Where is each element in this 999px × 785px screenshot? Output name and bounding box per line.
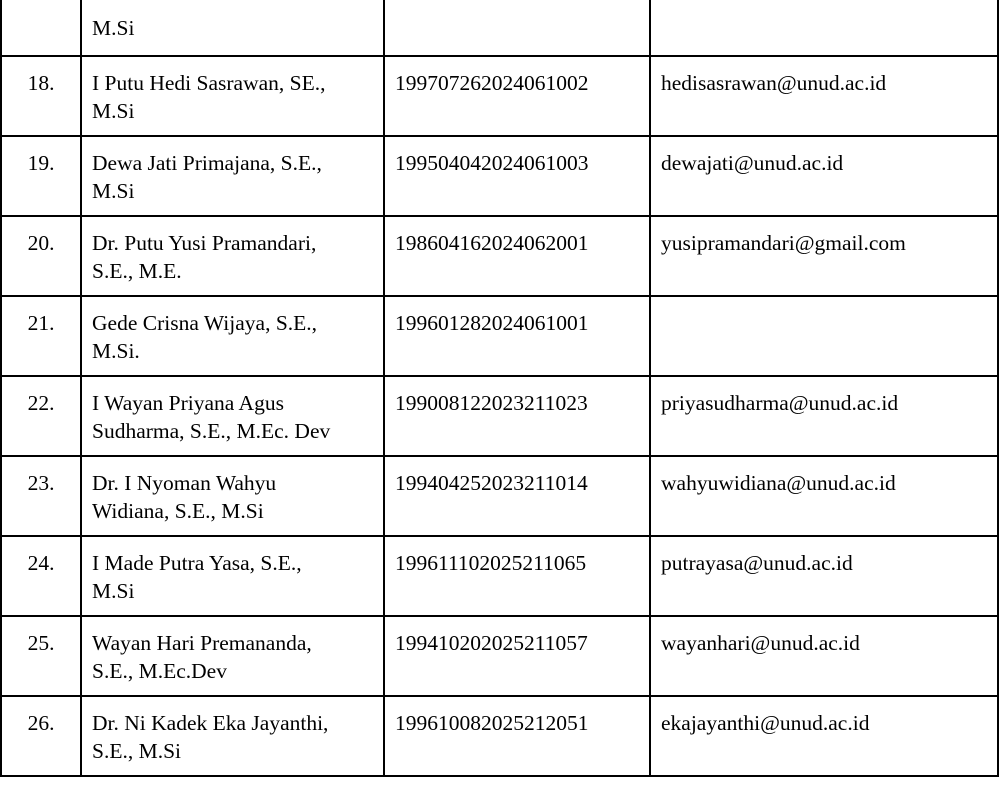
nip-cell: 199008122023211023 bbox=[384, 376, 650, 456]
table-row bbox=[1, 216, 998, 296]
email-cell: priyasudharma@unud.ac.id bbox=[650, 376, 998, 456]
email-cell: hedisasrawan@unud.ac.id bbox=[650, 56, 998, 136]
nip-cell: 199707262024061002 bbox=[384, 56, 650, 136]
nip-cell: 199611102025211065 bbox=[384, 536, 650, 616]
row-number-cell: 22. bbox=[1, 376, 81, 456]
email-cell: ekajayanthi@unud.ac.id bbox=[650, 696, 998, 776]
email-cell: putrayasa@unud.ac.id bbox=[650, 536, 998, 616]
row-number-cell: 21. bbox=[1, 296, 81, 376]
name-cell: I Made Putra Yasa, S.E., M.Si bbox=[81, 536, 384, 616]
row-number-cell: 26. bbox=[1, 696, 81, 776]
nip-cell: 199404252023211014 bbox=[384, 456, 650, 536]
name-cell: Wayan Hari Premananda, S.E., M.Ec.Dev bbox=[81, 616, 384, 696]
table-row bbox=[1, 0, 998, 56]
row-number-cell bbox=[1, 0, 81, 56]
row-number-cell: 25. bbox=[1, 616, 81, 696]
email-cell: wayanhari@unud.ac.id bbox=[650, 616, 998, 696]
name-cell: I Wayan Priyana Agus Sudharma, S.E., M.Ec. Dev bbox=[81, 376, 384, 456]
staff-table-body bbox=[1, 0, 998, 776]
table-row bbox=[1, 456, 998, 536]
nip-cell: 198604162024062001 bbox=[384, 216, 650, 296]
table-row bbox=[1, 616, 998, 696]
name-cell: Gede Crisna Wijaya, S.E., M.Si. bbox=[81, 296, 384, 376]
row-number-cell: 20. bbox=[1, 216, 81, 296]
email-cell bbox=[650, 0, 998, 56]
table-row bbox=[1, 376, 998, 456]
name-cell: I Putu Hedi Sasrawan, SE., M.Si bbox=[81, 56, 384, 136]
table-row bbox=[1, 536, 998, 616]
row-number-cell: 19. bbox=[1, 136, 81, 216]
table-row bbox=[1, 296, 998, 376]
name-cell: Dr. I Nyoman Wahyu Widiana, S.E., M.Si bbox=[81, 456, 384, 536]
nip-cell: 199410202025211057 bbox=[384, 616, 650, 696]
email-cell bbox=[650, 296, 998, 376]
table-row bbox=[1, 56, 998, 136]
name-cell: Dr. Putu Yusi Pramandari, S.E., M.E. bbox=[81, 216, 384, 296]
row-number-cell: 18. bbox=[1, 56, 81, 136]
name-cell: Dr. Ni Kadek Eka Jayanthi, S.E., M.Si bbox=[81, 696, 384, 776]
email-cell: dewajati@unud.ac.id bbox=[650, 136, 998, 216]
email-cell: wahyuwidiana@unud.ac.id bbox=[650, 456, 998, 536]
table-row bbox=[1, 696, 998, 776]
name-cell: Dewa Jati Primajana, S.E., M.Si bbox=[81, 136, 384, 216]
nip-cell: 199504042024061003 bbox=[384, 136, 650, 216]
row-number-cell: 24. bbox=[1, 536, 81, 616]
name-cell: M.Si bbox=[81, 0, 384, 56]
row-number-cell: 23. bbox=[1, 456, 81, 536]
nip-cell bbox=[384, 0, 650, 56]
nip-cell: 199610082025212051 bbox=[384, 696, 650, 776]
email-cell: yusipramandari@gmail.com bbox=[650, 216, 998, 296]
nip-cell: 199601282024061001 bbox=[384, 296, 650, 376]
table-row bbox=[1, 136, 998, 216]
